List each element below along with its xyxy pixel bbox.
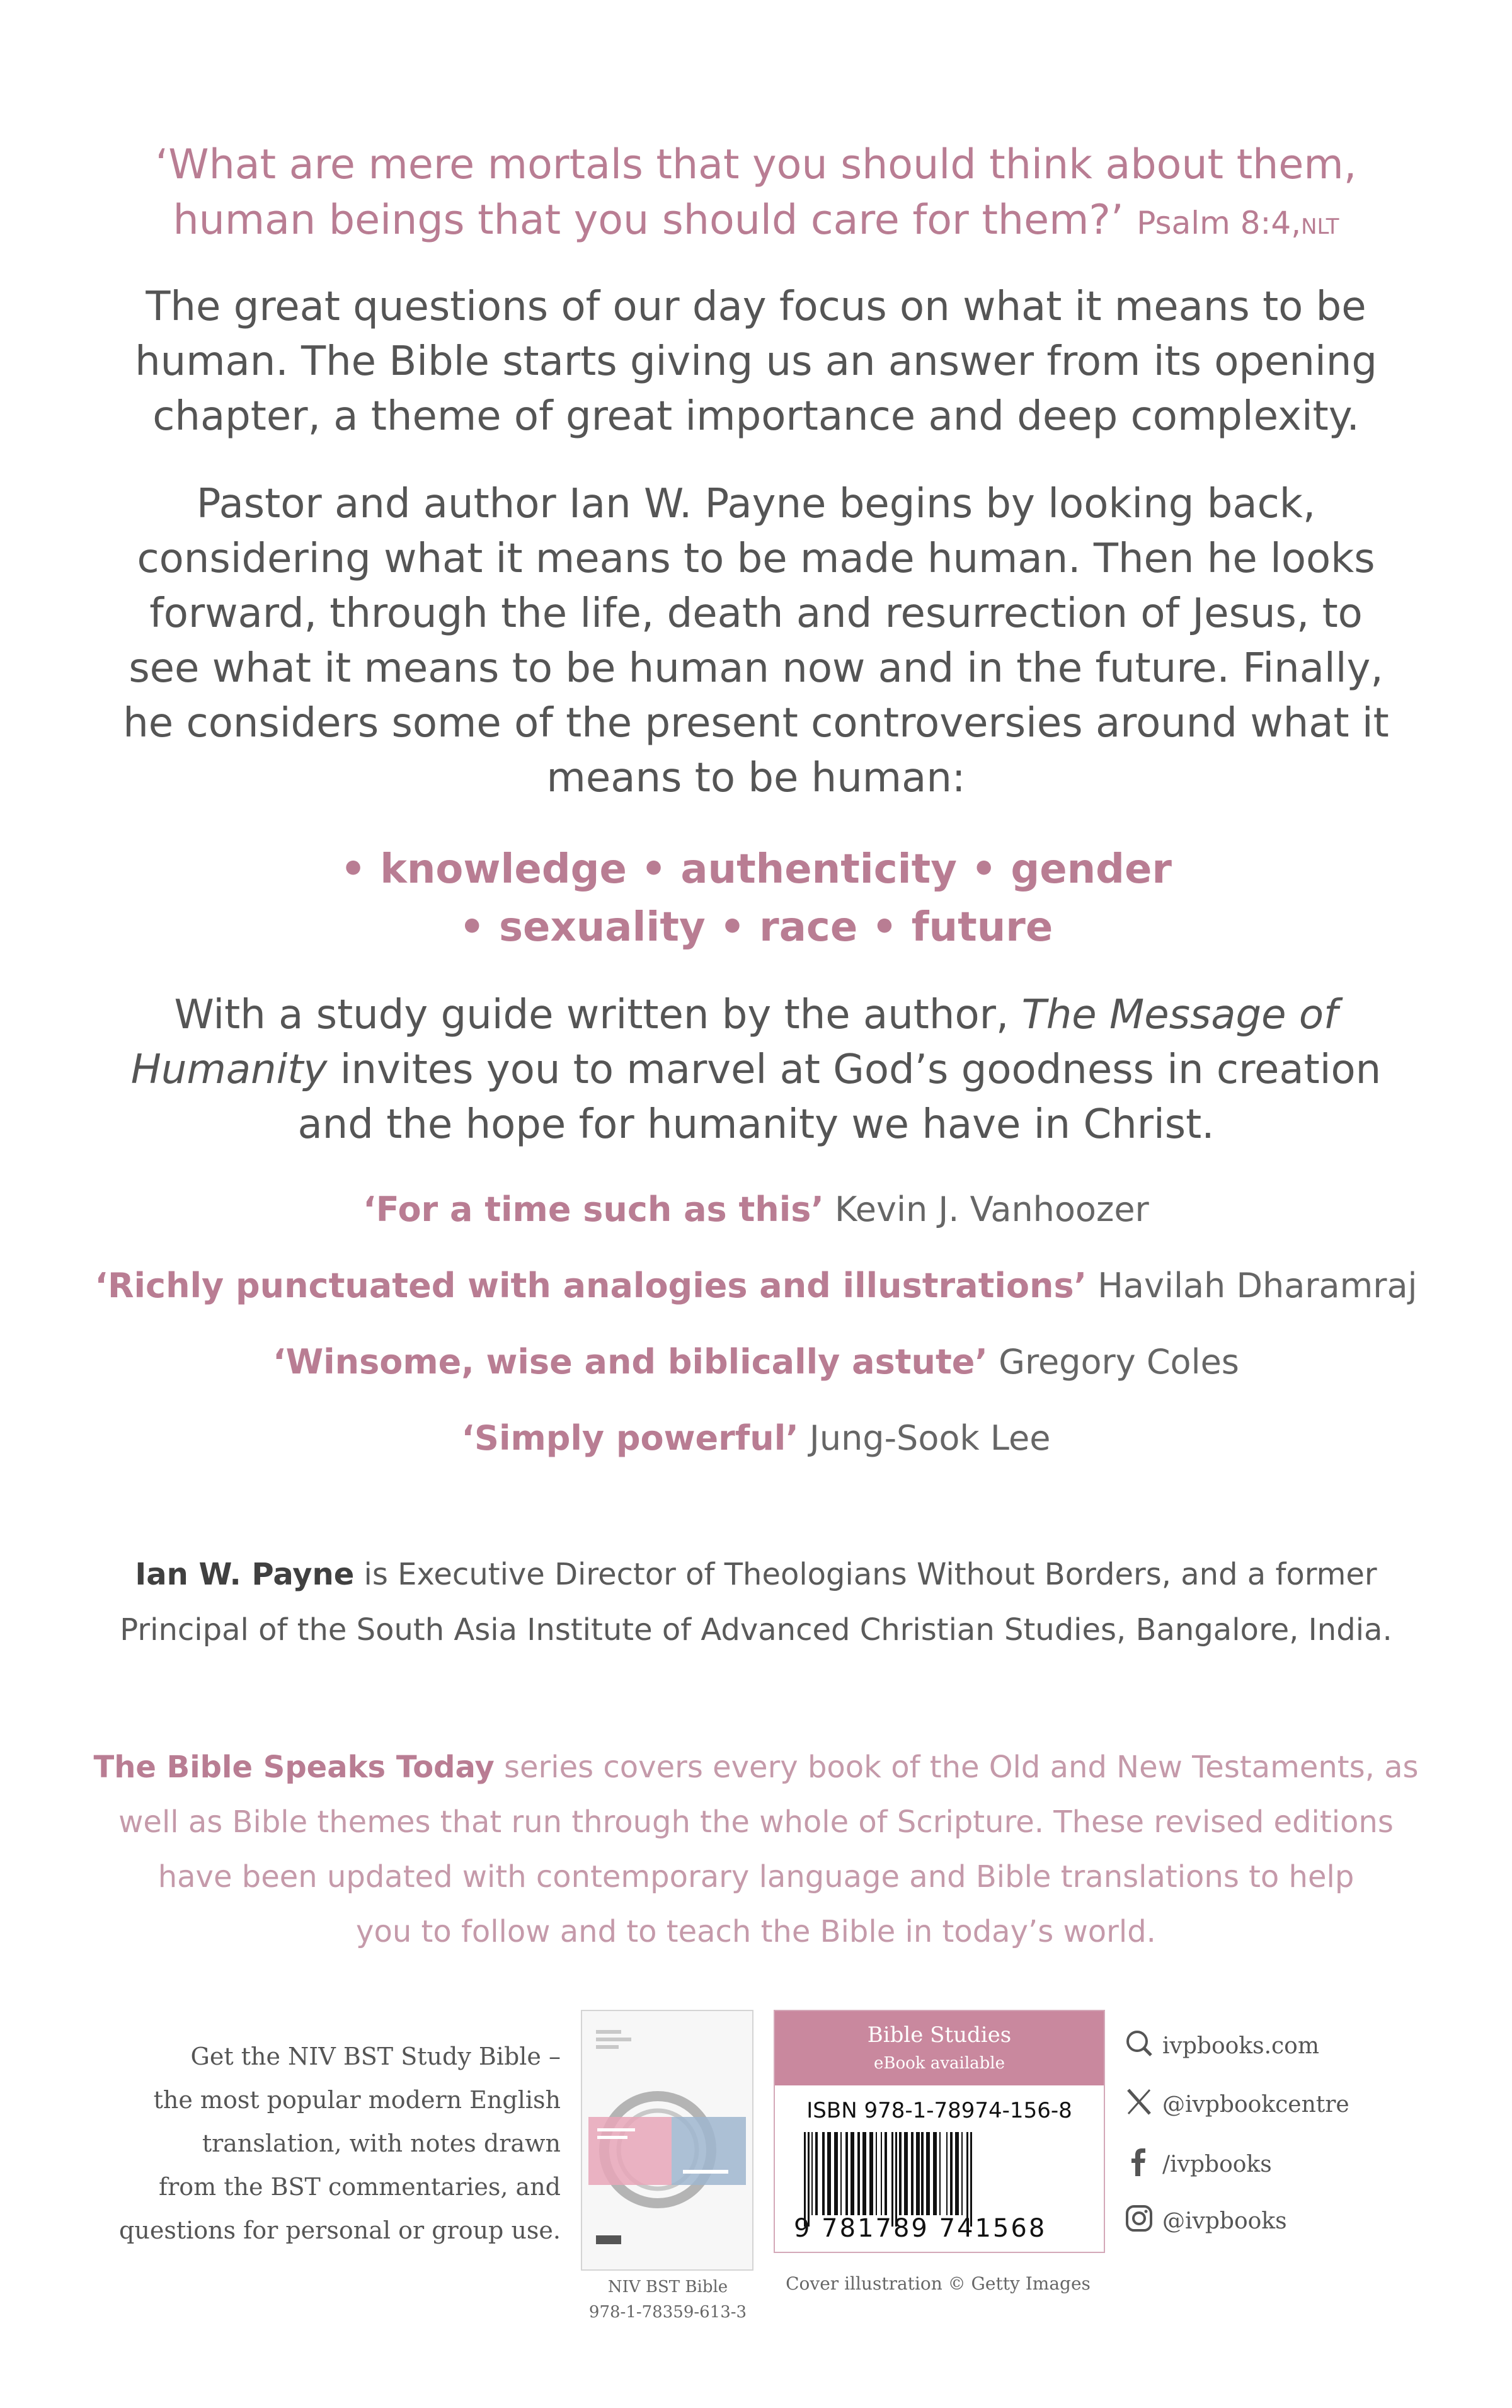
barcode-bar <box>970 2132 972 2227</box>
promo-line: from the BST commentaries, and <box>159 2173 561 2201</box>
epigraph-reference <box>1137 205 1339 241</box>
endorsement-author: Kevin J. Vanhoozer <box>823 1190 1149 1229</box>
barcode-bar <box>955 2132 959 2215</box>
barcode-bar <box>862 2132 866 2215</box>
series-line-1 <box>0 1740 1512 1795</box>
barcode-bar <box>926 2132 930 2215</box>
barcode-bar <box>966 2132 968 2227</box>
series-line-3: have been updated with contemporary language and Bible translations to help <box>158 1859 1354 1895</box>
barcode-bar <box>950 2132 953 2215</box>
barcode-bar <box>850 2132 854 2215</box>
book-title-part-2: Humanity <box>130 1046 328 1093</box>
instagram-handle: @ivpbooks <box>1162 2208 1287 2234</box>
endorsement <box>0 1416 1512 1460</box>
endorsement-author: Gregory Coles <box>987 1342 1239 1382</box>
approach-line-4: see what it means to be human now and in the future. Finally, <box>129 645 1383 692</box>
series-name: The Bible Speaks Today <box>93 1750 495 1785</box>
barcode-bar <box>822 2132 825 2215</box>
author-name: Ian W. Payne <box>135 1557 355 1592</box>
promo-line: questions for personal or group use. <box>119 2216 561 2244</box>
barcode-bar <box>869 2132 873 2215</box>
ebook-available-label: eBook available <box>874 2054 1005 2073</box>
epigraph-text: human beings that you should care for them?’ <box>173 197 1124 244</box>
approach-line-1: Pastor and author Ian W. Payne begins by looking back, <box>196 481 1316 527</box>
study-guide-text: With a study guide written by the author, <box>174 992 1022 1038</box>
epigraph <box>0 137 1512 255</box>
series-line-2: well as Bible themes that run through the whole of Scripture. These revised editions <box>118 1804 1394 1840</box>
topic-list <box>0 840 1512 956</box>
intro-paragraph <box>0 280 1512 444</box>
barcode-bar <box>845 2132 848 2215</box>
barcode-bar <box>881 2132 882 2215</box>
endorsement-author: Jung-Sook Lee <box>798 1418 1051 1458</box>
barcode-bar <box>885 2132 887 2215</box>
barcode-bar <box>811 2132 813 2215</box>
intro-line-2: human. The Bible starts giving us an answer from its opening <box>135 338 1377 385</box>
study-guide-line-2 <box>0 1043 1512 1098</box>
barcode-number: 9 781789 741568 <box>794 2214 1047 2243</box>
ebook-banner <box>775 2011 1104 2085</box>
endorsement-quote: ‘Winsome, wise and biblically astute’ <box>273 1342 988 1382</box>
cover-credit: Cover illustration © Getty Images <box>786 2273 1091 2294</box>
barcode-bar <box>899 2132 902 2215</box>
approach-line-6: means to be human: <box>546 755 966 801</box>
epigraph-line-1: ‘What are mere mortals that you should think about them, <box>155 141 1357 188</box>
barcode-bar <box>933 2132 937 2215</box>
barcode-bar <box>815 2132 818 2215</box>
barcode-bar <box>876 2132 877 2215</box>
series-description <box>0 1740 1512 1959</box>
series-text: series covers every book of the Old and New Testaments, as <box>494 1750 1419 1785</box>
barcode-bar <box>808 2132 810 2227</box>
bio-text: is Executive Director of Theologians Without Borders, and a former <box>354 1557 1377 1592</box>
barcode-bar <box>904 2132 908 2215</box>
facebook-link[interactable] <box>1125 2146 1272 2183</box>
endorsement-author: Havilah Dharamraj <box>1087 1266 1418 1305</box>
facebook-icon <box>1125 2146 1156 2183</box>
instagram-icon <box>1125 2204 1156 2239</box>
barcode-bar <box>834 2132 838 2215</box>
intro-line-1: The great questions of our day focus on what it means to be <box>146 284 1366 330</box>
barcode-bar <box>827 2132 831 2215</box>
topic-line-1: • knowledge • authenticity • gender <box>340 846 1172 893</box>
search-icon <box>1125 2029 1156 2063</box>
endorsement-quote: ‘Richly punctuated with analogies and illustrations’ <box>94 1266 1087 1305</box>
barcode-bar <box>961 2132 963 2215</box>
facebook-handle: /ivpbooks <box>1162 2152 1272 2177</box>
barcode-bar <box>916 2132 920 2215</box>
study-guide-text-2: invites you to marvel at God’s goodness in creation <box>327 1046 1382 1093</box>
bio-line-1 <box>0 1547 1512 1602</box>
approach-line-3: forward, through the life, death and resurrection of Jesus, to <box>149 590 1363 637</box>
study-bible-isbn: 978-1-78359-613-3 <box>588 2303 747 2322</box>
barcode-bar <box>857 2132 860 2215</box>
x-logo-icon <box>1125 2087 1156 2122</box>
barcode-bar <box>840 2132 842 2215</box>
epigraph-ref-version: NLT <box>1301 214 1339 239</box>
barcode-graphic <box>800 2132 1077 2227</box>
epigraph-ref-verse: Psalm 8:4, <box>1137 205 1302 241</box>
barcode-bar <box>891 2132 893 2227</box>
author-approach-paragraph <box>0 477 1512 806</box>
study-guide-line-1 <box>0 988 1512 1043</box>
barcode-bar <box>939 2132 941 2215</box>
endorsement <box>0 1264 1512 1308</box>
website-link[interactable] <box>1125 2029 1319 2063</box>
barcode-panel <box>774 2010 1105 2253</box>
bio-line-2: Principal of the South Asia Institute of Advanced Christian Studies, Bangalore, India. <box>120 1612 1392 1648</box>
bible-studies-label: Bible Studies <box>867 2022 1012 2048</box>
endorsement-quote: ‘For a time such as this’ <box>363 1190 824 1229</box>
barcode-bar <box>895 2132 897 2227</box>
topic-line-2: • sexuality • race • future <box>459 904 1053 951</box>
approach-line-2: considering what it means to be made human. Then he looks <box>137 536 1375 582</box>
barcode-bar <box>911 2132 914 2215</box>
promo-line: Get the NIV BST Study Bible – <box>190 2043 561 2070</box>
study-bible-title: NIV BST Bible <box>607 2278 728 2296</box>
study-bible-cover-art <box>582 2011 752 2269</box>
barcode-bar <box>946 2132 948 2215</box>
approach-line-5: he considers some of the present controversies around what it <box>123 700 1389 747</box>
study-guide-paragraph <box>0 988 1512 1152</box>
book-title-part-1: The Message of <box>1021 992 1338 1038</box>
website-label: ivpbooks.com <box>1162 2033 1319 2059</box>
endorsement-quote: ‘Simply powerful’ <box>461 1418 799 1458</box>
study-guide-line-3: and the hope for humanity we have in Christ. <box>297 1101 1215 1148</box>
promo-line: the most popular modern English <box>153 2086 561 2114</box>
barcode-bar <box>804 2132 806 2227</box>
x-link[interactable] <box>1125 2087 1349 2122</box>
study-bible-caption <box>567 2274 769 2325</box>
instagram-link[interactable] <box>1125 2204 1287 2239</box>
barcode-bar <box>921 2132 924 2215</box>
endorsement <box>0 1340 1512 1384</box>
intro-line-3: chapter, a theme of great importance and deep complexity. <box>152 393 1360 440</box>
series-line-4: you to follow and to teach the Bible in today’s world. <box>356 1914 1156 1949</box>
x-handle: @ivpbookcentre <box>1162 2092 1349 2118</box>
endorsement <box>0 1188 1512 1232</box>
epigraph-line-2 <box>0 193 1512 255</box>
promo-line: translation, with notes drawn <box>202 2130 561 2157</box>
study-bible-promo <box>94 2035 561 2252</box>
author-bio <box>0 1547 1512 1658</box>
isbn-label: ISBN 978-1-78974-156-8 <box>806 2098 1072 2123</box>
study-bible-cover-image <box>581 2010 753 2271</box>
